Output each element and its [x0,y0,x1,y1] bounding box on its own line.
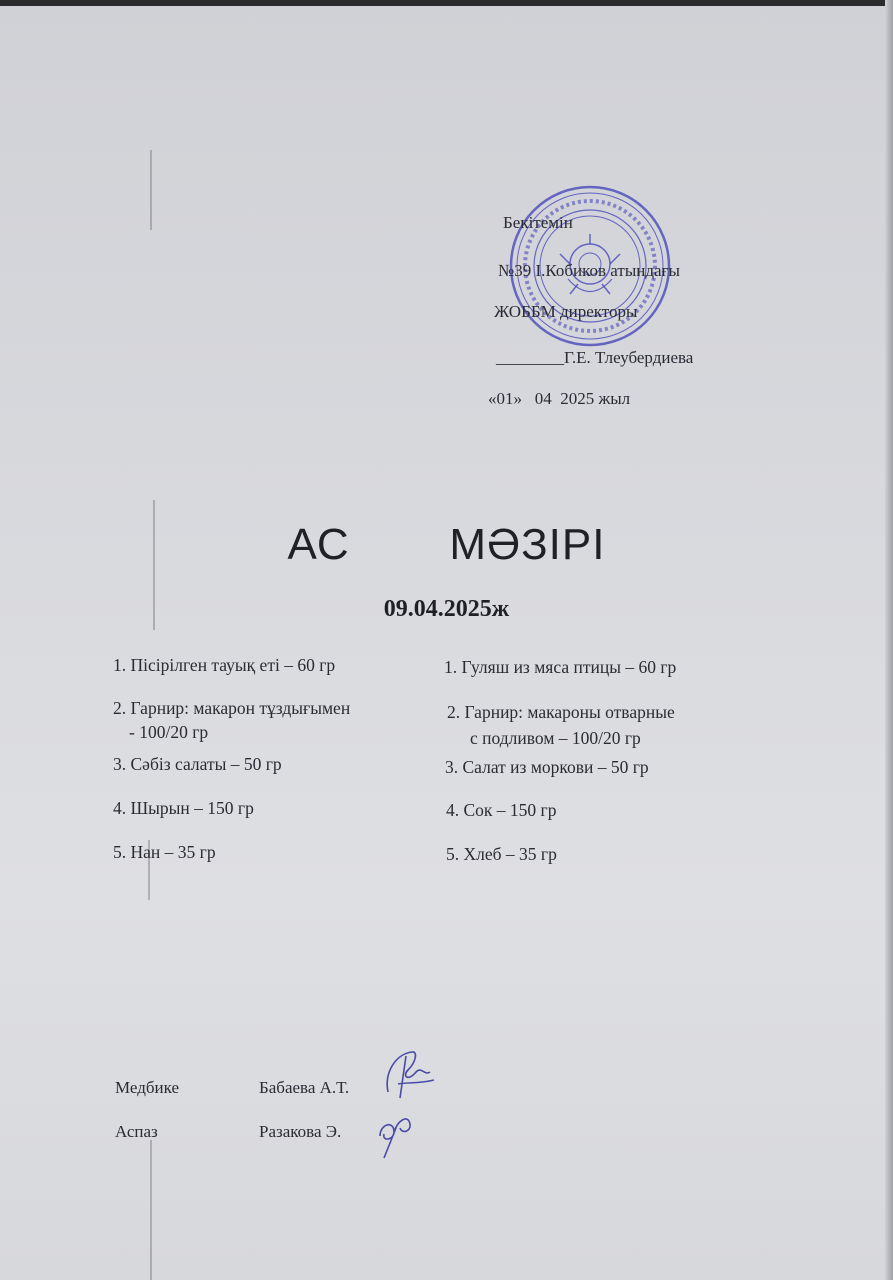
menu-ru-item: 4. Сок – 150 гр [446,800,557,820]
menu-kz-item: 2. Гарнир: макарон тұздығымен [113,698,351,718]
signature-name-nurse: Бабаева А.Т. [259,1078,350,1097]
approval-school: №39 І.Кобиков атындағы [498,261,680,280]
signature-mark-nurse [378,1042,440,1104]
menu-ru-item: с подливом – 100/20 гр [470,728,641,748]
menu-kz-item: - 100/20 гр [129,722,209,742]
menu-kz-item: 1. Пісірілген тауық еті – 60 гр [113,655,336,675]
menu-ru-item: 1. Гуляш из мяса птицы – 60 гр [444,657,677,677]
approval-director: ________Г.Е. Тлеубердиева [496,348,694,367]
page-edge [885,0,893,1280]
approval-heading: Бекітемін [503,213,573,232]
signature-mark-cook [372,1106,422,1162]
menu-kz-item: 4. Шырын – 150 гр [113,798,254,818]
approval-date: «01» 04 2025 жыл [488,389,631,408]
menu-kz-item: 3. Сәбіз салаты – 50 гр [113,754,282,774]
menu-date: 09.04.2025ж [383,596,510,622]
menu-ru-item: 5. Хлеб – 35 гр [446,844,557,864]
approval-position: ЖОББМ директоры [494,302,638,321]
scan-artifact [150,1140,152,1280]
signature-name-cook: Разакова Э. [259,1122,342,1141]
menu-kz-item: 5. Нан – 35 гр [113,842,216,862]
signature-role-cook: Аспаз [115,1122,158,1141]
menu-ru-item: 3. Салат из моркови – 50 гр [445,757,649,777]
scan-artifact [150,150,152,230]
page-title: АС МӘЗІРІ [287,520,606,569]
menu-ru-item: 2. Гарнир: макароны отварные [447,702,675,722]
signature-role-nurse: Медбике [115,1078,179,1097]
